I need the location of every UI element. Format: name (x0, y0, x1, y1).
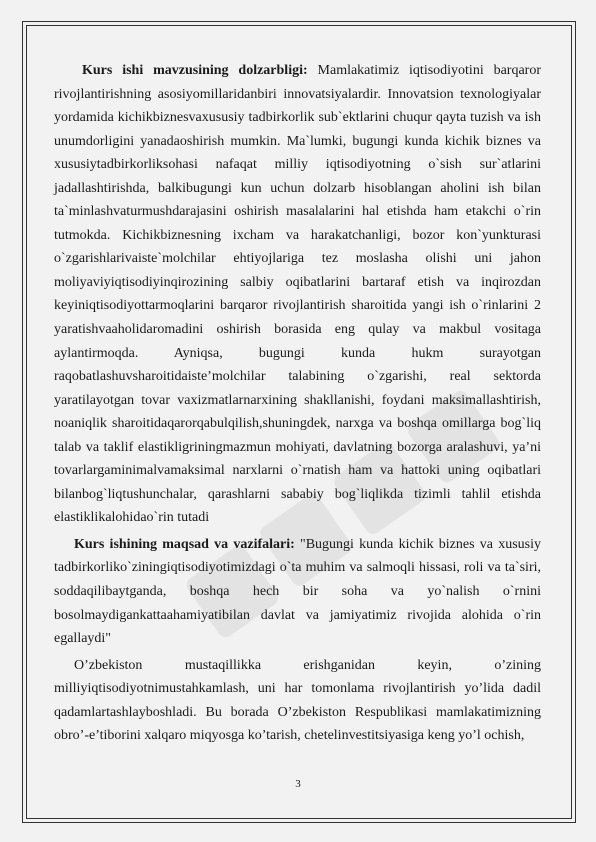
paragraph-text: O’zbekiston mustaqillikka erishganidan keyin, o’zining milliyiqtisodiyotnimustahkamlash, uni har tomonlama rivojlantirish yo’lida dadil qadamlartashlayboshladi. Bu borada O’zbekiston Respublikasi mamlakatimizning obro’-e’tiborini xalqaro miqyosga ko’tarish, chetelinvestitsiyasiga keng yo’l ochish, (54, 657, 541, 744)
paragraph-text: "Bugungi kunda kichik biznes va xususiy tadbirkorliko`ziningiqtisodiyotimizdagi o`ta muhim va salmoqli hissasi, roli va ta`siri, soddaqilibaytganda, boshqa hech bir soha va yo`nalish o`rnini bosolmaydigankattaahamiyatibilan davlat va jamiyatimiz rivojida alohida o`rin egallaydi" (54, 536, 541, 647)
paragraph-relevance (54, 59, 541, 530)
paragraph-goals (54, 533, 541, 651)
paragraph-text: Mamlakatimiz iqtisodiyotini barqaror rivojlantirishning asosiyomillaridanbiri innovatsiyalardir. Innovatsion texnologiyalar yordamida kichikbiznesvaxususiy tadbirkorlik sub`ektlarini chuqur qayta tuzish va ish unumdorligini yanadaoshirish mumkin. Ma`lumki, bugungi kunda kichik biznes va xususiytadbirkorliksohasi nafaqat milliy iqtisodiyotning o`sish sur`atlarini jadallashtirishda, balkibugungi kun uchun dolzarb hisoblangan aholini ish bilan ta`minlashvaturmushdarajasini oshirish masalalarini hal etishda ham etakchi o`rin tutmokda. Kichikbiznesning ixcham va harakatchanligi, bozor kon`yunkturasi o`zgarishlarivaiste`molchilar ehtiyojlariga tez moslasha olishi uni jahon moliyaviyiqtisodiyinqirozining salbiy oqibatlarini bartaraf etish va inqirozdan keyiniqtisodiyottarmoqlarini barqaror rivojlantirish sharoitida yangi ish o`rinlarini 2 yaratishvaaholidaromadini oshirish borasida eng qulay va makbul vositaga aylantirmoqda. Ayniqsa, bugungi kunda hukm surayotgan raqobatlashuvsharoitidaiste’molchilar talabining o`zgarishi, real sektorda yaratilayotgan tovar vaxizmatlarnarxining shakllanishi, foydani maksimallashtirish, noaniqlik sharoitidaqarorqabulqilish,shuningdek, narxga va boshqa omillarga bog`liq talab va taklif elastikligriningmazmun mohiyati, davlatning bozorga aralashuvi, ya’ni tovarlargaminimalvamaksimal narxlarni o`rnatish ham va hattoki uning oqibatlari bilanbog`liqtushunchalar, qarashlarni sababiy bog`liqlikda tizimli tahlil etishda elastiklikalohidao`rin tutadi (54, 63, 541, 526)
section-heading-relevance: Kurs ishi mavzusining dolzarbligi: (82, 63, 308, 78)
page-number: 3 (295, 778, 301, 790)
document-body (54, 59, 541, 751)
section-heading-goals: Kurs ishining maqsad va vazifalari: (74, 536, 295, 552)
paragraph-independence (54, 654, 541, 748)
